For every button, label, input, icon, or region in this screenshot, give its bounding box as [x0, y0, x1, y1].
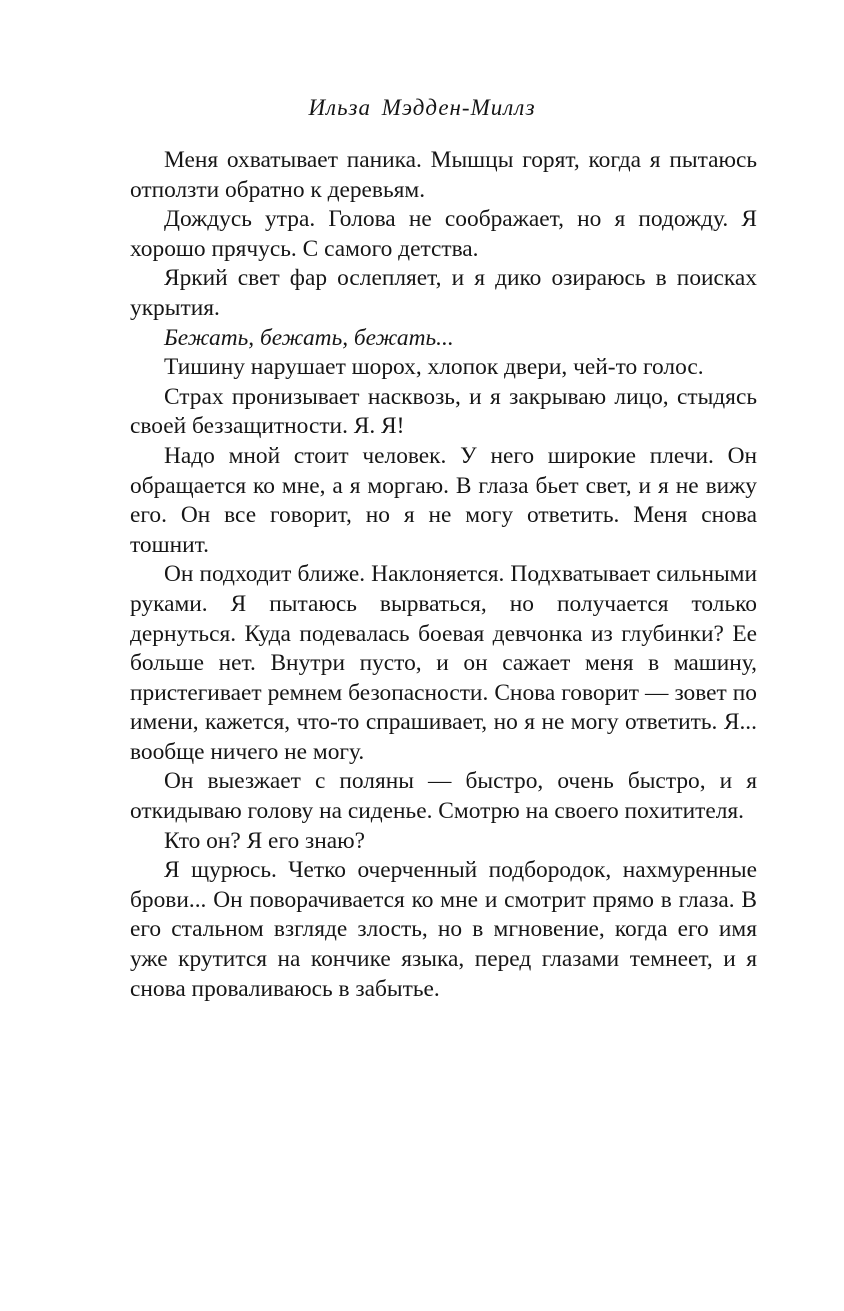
paragraph: Меня охватывает паника. Мышцы горят, когда я пытаюсь отползти обратно к деревьям.	[130, 147, 757, 203]
paragraph: Он выезжает с поляны — быстро, очень быстро, и я откидываю голову на сиденье. Смотрю на своего похитителя.	[130, 768, 757, 825]
paragraph: Дождусь утра. Голова не соображает, но я подожду. Я хорошо прячусь. С самого детства.	[130, 206, 757, 262]
paragraph: Надо мной стоит человек. У него широкие плечи. Он обращается ко мне, а я моргаю. В глаза бьет свет, и я не вижу его. Он все говорит, но я не могу ответить. Меня снова тошнит.	[130, 442, 757, 558]
paragraph: Страх пронизывает насквозь, и я закрываю лицо, стыдясь своей беззащитности. Я. Я!	[130, 383, 757, 440]
body-text	[130, 146, 757, 1004]
paragraph: Яркий свет фар ослепляет, и я дико озираюсь в поисках укрытия.	[130, 265, 757, 321]
paragraph: Тишину нарушает шорох, хлопок двери, чей-то голос.	[164, 354, 704, 381]
paragraph: Он подходит ближе. Наклоняется. Подхватывает сильными руками. Я пытаюсь вырваться, но получается только дернуться. Куда подевалась боевая девчонка из глубинки? Ее больше нет. Внутри пусто, и он сажает меня в машину, пристегивает ремнем безопасности. Снова говорит — зовет по имени, кажется, что-то спрашивает, но я не могу ответить. Я... вообще ничего не могу.	[130, 561, 757, 765]
paragraph: Я щурюсь. Четко очерченный подбородок, нахмуренные брови... Он поворачивается ко мне и смотрит прямо в глаза. В его стальном взгляде злость, но в мгновение, когда его имя уже крутится на кончике языка, перед глазами темнеет, и я снова проваливаюсь в забытье.	[130, 857, 757, 1002]
running-header-author: Ильза Мэдден-Миллз	[308, 95, 536, 120]
paragraph: Кто он? Я его знаю?	[164, 827, 365, 854]
paragraph-italic: Бежать, бежать, бежать...	[164, 324, 454, 351]
